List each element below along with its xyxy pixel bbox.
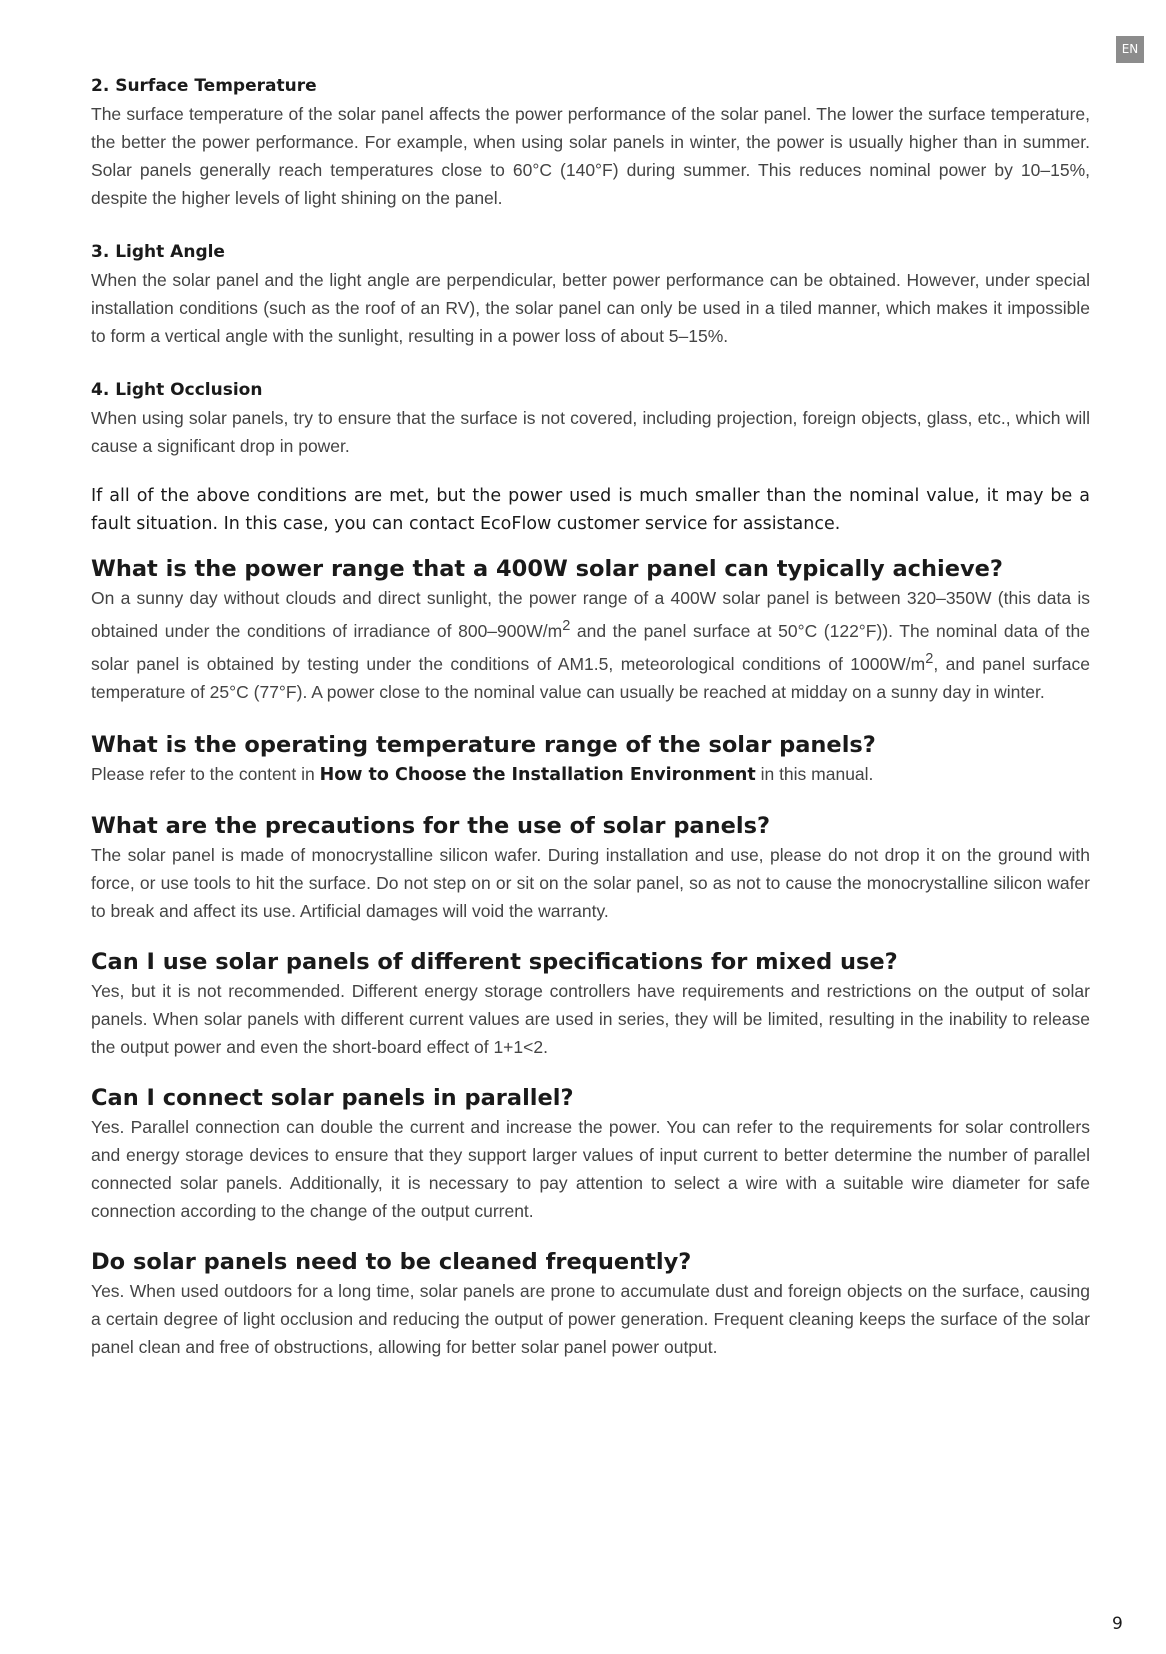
light-occlusion-title: 4. Light Occlusion bbox=[91, 380, 263, 400]
language-badge: EN bbox=[1116, 36, 1144, 63]
superscript: 2 bbox=[562, 618, 571, 634]
faq-cleaning-answer: Yes. When used outdoors for a long time, solar panels are prone to accumulate dust and foreign objects on the surface, causing a certain degree of light occlusion and reducing the output of power generation. Frequent cleaning keeps the surface of the solar panel clean and free of obstructions, allowing for better solar panel power output. bbox=[91, 1280, 1090, 1357]
installation-environment-reference: How to Choose the Installation Environment bbox=[319, 764, 756, 785]
superscript: 2 bbox=[925, 650, 934, 667]
light-angle-body: When the solar panel and the light angle are perpendicular, better power performance can be obtained. However, under special installation conditions (such as the roof of an RV), the solar panel can only be used in a tiled manner, which makes it impossible to form a vertical angle with the sunlight, resulting in a power loss of about 5–15%. bbox=[91, 270, 1090, 346]
surface-temperature-title: 2. Surface Temperature bbox=[91, 76, 317, 96]
faq-cleaning-question: Do solar panels need to be cleaned frequently? bbox=[91, 1248, 692, 1275]
fault-note: If all of the above conditions are met, but the power used is much smaller than the nominal value, it may be a fault situation. In this case, you can contact EcoFlow customer service for assistance. bbox=[91, 486, 1090, 534]
faq-parallel-answer: Yes. Parallel connection can double the current and increase the power. You can refer to the requirements for solar controllers and energy storage devices to ensure that they support larger values of input current to better determine the number of parallel connected solar panels. Additionally, it is necessary to pay attention to select a wire with a suitable wire diameter for safe connection according to the change of the output current. bbox=[91, 1116, 1090, 1221]
surface-temperature-body: The surface temperature of the solar panel affects the power performance of the solar panel. The lower the surface temperature, the better the power performance. For example, when using solar panels in winter, the power is usually higher than in summer. Solar panels generally reach temperatures close to 60°C (140°F) during summer. This reduces nominal power by 10–15%, despite the higher levels of light shining on the panel. bbox=[91, 104, 1090, 208]
faq-power-range-answer: On a sunny day without clouds and direct sunlight, the power range of a 400W solar panel is between 320–350W (this data is obtained under the conditions of irradiance of $800-900W/m^2$ and the panel surface at 50°C (122°F)). The nominal data of the solar panel is obtained by testing under the conditions of AM1.5, meteorological conditions of $1000W/m^2$, and panel surface temperature of 25°C (77°F). A power close to the nominal value can usually be reached at midday on a sunny day in winter. bbox=[91, 588, 1091, 702]
faq-power-range-question: What is the power range that a 400W solar panel can typically achieve? bbox=[91, 556, 1003, 582]
faq-operating-temperature-question: What is the operating temperature range of the solar panels? bbox=[91, 731, 876, 758]
light-occlusion-body: When using solar panels, try to ensure that the surface is not covered, including projection, foreign objects, glass, etc., which will cause a significant drop in power. bbox=[91, 408, 1090, 456]
faq-mixed-use-question: Can I use solar panels of different specifications for mixed use? bbox=[91, 948, 898, 975]
faq-parallel-question: Can I connect solar panels in parallel? bbox=[91, 1084, 574, 1111]
faq-mixed-use-answer: Yes, but it is not recommended. Different energy storage controllers have requirements and restrictions on the output of solar panels. When solar panels with different current values are used in series, they will be limited, resulting in the inability to release the output power and even the short-board effect of 1+1<2. bbox=[91, 980, 1090, 1057]
light-angle-title: 3. Light Angle bbox=[91, 242, 225, 262]
page-content bbox=[91, 72, 1090, 1361]
page-number: 9 bbox=[1112, 1614, 1123, 1634]
faq-precautions-question: What are the precautions for the use of solar panels? bbox=[91, 812, 771, 839]
faq-operating-temperature-answer: Please refer to the content in How to Choose the Installation Environment in this manual. bbox=[91, 763, 874, 785]
faq-precautions-answer: The solar panel is made of monocrystalline silicon wafer. During installation and use, please do not drop it on the ground with force, or use tools to hit the surface. Do not step on or sit on the solar panel, so as not to cause the monocrystalline silicon wafer to break and affect its use. Artificial damages will void the warranty. bbox=[91, 844, 1090, 921]
